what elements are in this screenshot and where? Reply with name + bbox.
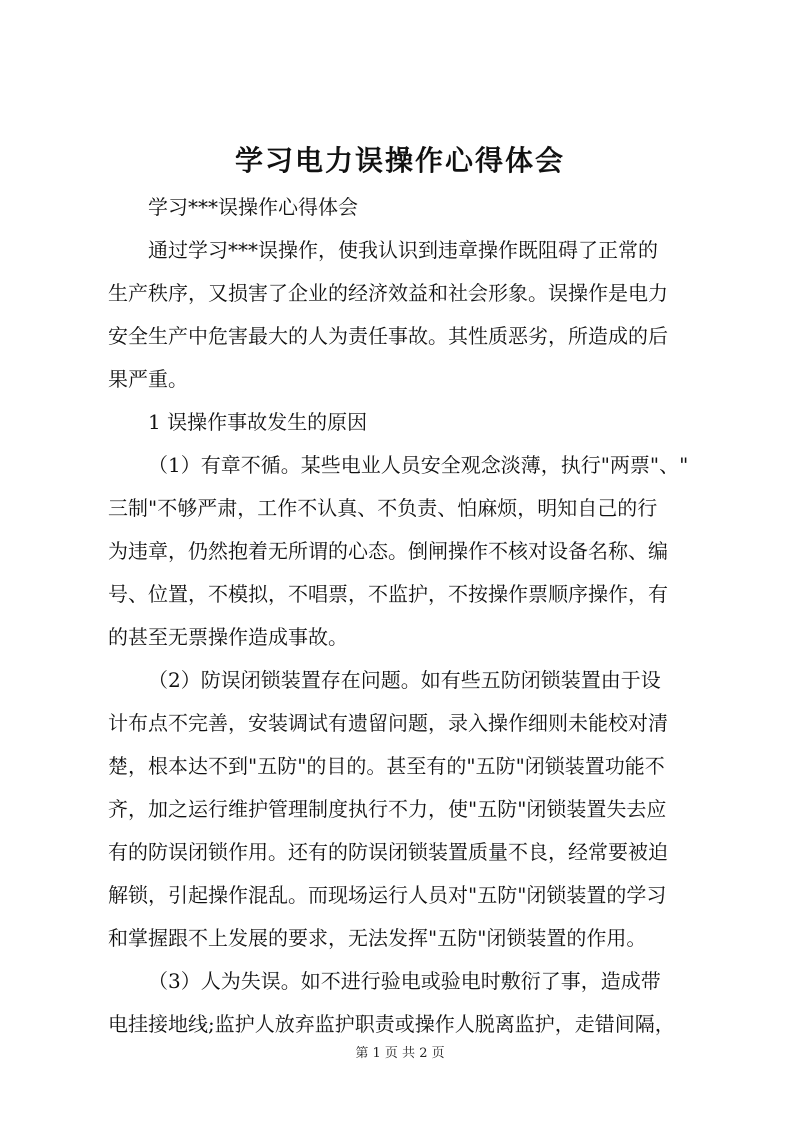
section-heading: 1 误操作事故发生的原因 [148, 410, 368, 434]
document-title: 学习电力误操作心得体会 [234, 144, 565, 177]
paragraph-line: 楚，根本达不到"五防"的目的。甚至有的"五防"闭锁装置功能不 [108, 754, 665, 778]
document-body [108, 186, 702, 1046]
paragraph-line: 有的防误闭锁作用。还有的防误闭锁装置质量不良，经常要被迫 [108, 840, 668, 864]
paragraph-line: 和掌握跟不上发展的要求，无法发挥"五防"闭锁装置的作用。 [108, 926, 647, 950]
paragraph-line: 的甚至无票操作造成事故。 [108, 625, 348, 649]
paragraph-line: （2）防误闭锁装置存在问题。如有些五防闭锁装置由于设 [148, 668, 661, 692]
paragraph-line: 电挂接地线;监护人放弃监护职责或操作人脱离监护，走错间隔， [108, 1012, 675, 1036]
paragraph-line: 号、位置，不模拟，不唱票，不监护，不按操作票顺序操作，有 [108, 582, 668, 606]
paragraph-line: 三制"不够严肃，工作不认真、不负责、怕麻烦，明知自己的行 [108, 496, 658, 520]
paragraph-line: 生产秩序，又损害了企业的经济效益和社会形象。误操作是电力 [108, 281, 668, 305]
paragraph-line: 计布点不完善，安装调试有遗留问题，录入操作细则未能校对清 [108, 711, 668, 735]
paragraph-line: 为违章，仍然抱着无所谓的心态。倒闸操作不核对设备名称、编 [108, 539, 668, 563]
subtitle-line: 学习***误操作心得体会 [148, 195, 358, 219]
paragraph-line: （3）人为失误。如不进行验电或验电时敷衍了事，造成带 [148, 969, 661, 993]
paragraph-line: 果严重。 [108, 367, 188, 391]
page-footer: 第 1 页 共 2 页 [355, 1046, 445, 1061]
paragraph-line: 齐，加之运行维护管理制度执行不力，使"五防"闭锁装置失去应 [108, 797, 667, 821]
paragraph-line: 解锁，引起操作混乱。而现场运行人员对"五防"闭锁装置的学习 [108, 883, 667, 907]
paragraph-line: 通过学习***误操作，使我认识到违章操作既阻碍了正常的 [148, 238, 658, 262]
paragraph-line: （1）有章不循。某些电业人员安全观念淡薄，执行"两票"、" [148, 453, 689, 477]
paragraph-line: 安全生产中危害最大的人为责任事故。其性质恶劣，所造成的后 [108, 324, 668, 348]
